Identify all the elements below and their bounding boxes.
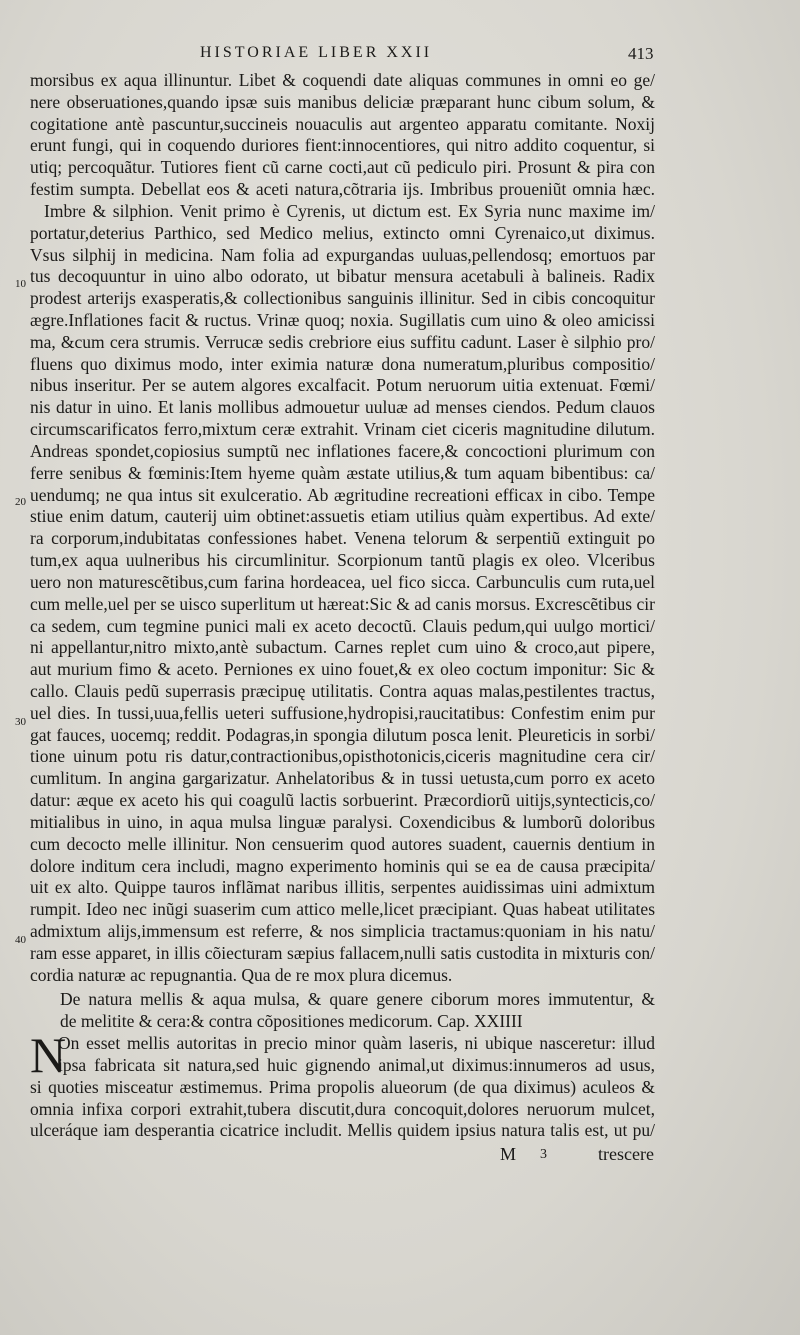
signature-number: 3 [540,1147,547,1162]
text-line: nibus inseritur. Per se autem algores excalfacit. Potum neruorum uitia extenuat. Fœmi/ [30,375,655,396]
text-line: Andreas spondet,copiosius sumptũ nec inflationes facere,& concoctioni plurimum con [30,440,655,461]
text-line: de melitite & cera:& contra cõpositiones medicorum. Cap. XXIIII [60,1011,523,1032]
text-line: erunt fungi, qui in coquendo duriores fient:innocentiores, qui nitro addito coquentur, si [30,135,655,156]
drop-capital: N [30,1027,67,1083]
text-line: si quoties misceatur æstimemus. Prima propolis alueorum (de qua diximus) aculeos & [30,1076,655,1097]
text-line: aut murium fimo & aceto. Perniones ex uino fouet,& ex oleo coctum imponitur: Sic & [30,659,655,680]
text-line: uendumq; ne qua intus sit exulceratio. Ab ægritudine recreationi efficax in cibo. Tempe [30,484,655,505]
text-line: prodest arterijs exasperatis,& collectionibus sanguinis illinitur. Sed in cibis concoquitur [30,288,655,309]
running-title: HISTORIAE LIBER XXII [200,44,433,61]
text-line: cordia naturæ ac repugnantia. Qua de re mox plura dicemus. [30,964,453,985]
text-line: ægre.Inflationes facit & ructus. Vrinæ quoq; noxia. Sugillatis cum uino & oleo amicissi [30,310,655,331]
text-line: ni appellantur,nitro mixto,antè subactum. Carnes replet cum uino & croco,aut pipere, [30,637,655,658]
text-line: festim sumpta. Debellat eos & aceti natura,cõtraria ijs. Imbribus proueniũt omnia hæc. [30,179,655,200]
text-line: ulceráque iam desperantia cicatrice includit. Mellis quidem ipsius natura talis est, ut pu/ [30,1120,655,1141]
line-number-10: 10 [15,278,26,290]
line-number-20: 20 [15,496,26,508]
text-line: cumlitum. In angina gargarizatur. Anhelatoribus & in tussi uetusta,cum porro ex aceto [30,768,655,789]
text-line: omnia infixa corpori extrahit,tubera discutit,dura concoquit,dolores neruorum mulcet, [30,1098,655,1119]
text-line: cum decocto melle illinitur. Non censuerim quod autores suadent, cauernis dentium in [30,833,655,854]
text-line: stiue enim datum, cauterij uim obtinet:assuetis etiam utilius quàm expertibus. Ad exte/ [30,506,655,527]
text-line: ra corporum,indubitatas confessiones habet. Venena telorum & serpentiũ extinguit po [30,528,655,549]
text-line: dolore inditum cera includi, magno experimento hominis qui se ea de causa præcipita/ [30,855,655,876]
text-line: mitialibus in uino, in aqua mulsa linguæ paralysi. Coxendicibus & lumborũ doloribus [30,811,655,832]
text-line: circumscarificatos ferro,mixtum ceræ extrahit. Vrinam ciet ciceris magnitudine dilutum. [30,419,655,440]
text-line: ferre senibus & fœminis:Item hyeme quàm æstate utilius,& tum aquam bibentibus: ca/ [30,462,655,483]
text-line: callo. Clauis pedũ superrasis præcipuę utilitatis. Contra aquas malas,pestilentes tractus, [30,680,655,701]
text-line: ipsa fabricata sit natura,sed huic gignendo animal,ut diximus:innumeros ad usus, [58,1054,655,1075]
text-line: cogitatione antè pascuntur,succineis nouaculis aut argenteo apparatu comitante. Noxij [30,113,655,134]
catchword: trescere [598,1144,654,1164]
text-line: De natura mellis & aqua mulsa, & quare genere ciborum mores immutentur, & [60,989,655,1010]
text-line: tum,ex aqua uulneribus his circumlinitur. Scorpionum tantũ plagis ex oleo. Vlceribus [30,550,655,571]
text-line: gat fauces, uocemq; reddit. Podagras,in spongia dilutum posca lenit. Pleureticis in sorbi/ [30,724,655,745]
text-line: Vsus silphij in medicina. Nam folia ad expurgandas uuluas,pellendosq; emortuos par [30,244,655,265]
text-line: tione uinum potu ris datur,contractionibus,opisthotonicis,ciceris magnitudine cera cir/ [30,746,655,767]
text-line: On esset mellis autoritas in precio minor quàm laseris, ni ubique nasceretur: illud [58,1033,655,1054]
text-line: fluens quo diximus modo, inter eximia naturæ dona numeratum,pluribus compositio/ [30,353,655,374]
text-line: utiq; percoquãtur. Tutiores fient cũ carne cocti,aut cũ pediculo piri. Prosunt & pira con [30,157,655,178]
text-line: morsibus ex aqua illinuntur. Libet & coquendi date aliquas communes in omni eo ge/ [30,70,655,90]
line-number-30: 30 [15,716,26,728]
text-line: uero non maturescẽtibus,cum farina hordeacea, uel fico sicca. Carbunculis cum ruta,uel [30,571,655,592]
text-line: cum melle,uel per se uisco superlitum ut hæreat:Sic & ad canis morsus. Excrescẽtibus cir [30,593,655,614]
text-line: datur: æque ex aceto his qui coagulũ lactis sorbuerint. Præcordiorũ uitijs,syntecticis,co/ [30,790,655,811]
text-line: nis datur in uino. Et lanis mollibus admouetur uuluæ ad menses ciendos. Pedum clauos [30,397,655,418]
line-number-40: 40 [15,934,26,946]
text-line: rumpit. Ideo nec inũgi suaserim cum attico melle,licet præcipiant. Quas habeat utilitates [30,899,655,920]
text-line: uel dies. In tussi,uua,fellis ueteri suffusione,hydropisi,raucitatibus: Confestim enim pur [30,702,655,723]
text-line: ca sedem, cum tegmine punici mali ex aceto decoctũ. Clauis pedum,qui uulgo mortici/ [30,615,655,636]
text-line: ram esse apparet, in illis cõiecturam sæpius fallacem,nulli satis custodita in mixturis con/ [30,942,655,963]
text-line: ma, &cum cera strumis. Verrucæ sedis crebriore eius suffitu cadunt. Laser è silphio pro/ [30,331,655,352]
text-line: Imbre & silphion. Venit primo è Cyrenis, ut dictum est. Ex Syria nunc maxime im/ [44,200,655,221]
signature-mark: M [500,1144,517,1164]
folio-number: 413 [628,44,654,63]
text-line: portatur,deterius Parthico, sed Medico melius, extincto omni Cyrenaico,ut diximus. [30,222,655,243]
text-line: uit ex alto. Quippe tauros inflãmat naribus illitis, serpentes auidissimas uini admixtum [30,877,655,898]
text-line: admixtum alijs,immensum est referre, & nos simplicia tractamus:quoniam in his natu/ [30,920,655,941]
text-line: tus decoquuntur in uino albo odorato, ut bibatur mensura acetabuli à balineis. Radix [30,266,655,287]
text-line: nere obseruationes,quando ipsæ suis manibus deliciæ præparant hunc cibum solum, & [30,91,655,112]
